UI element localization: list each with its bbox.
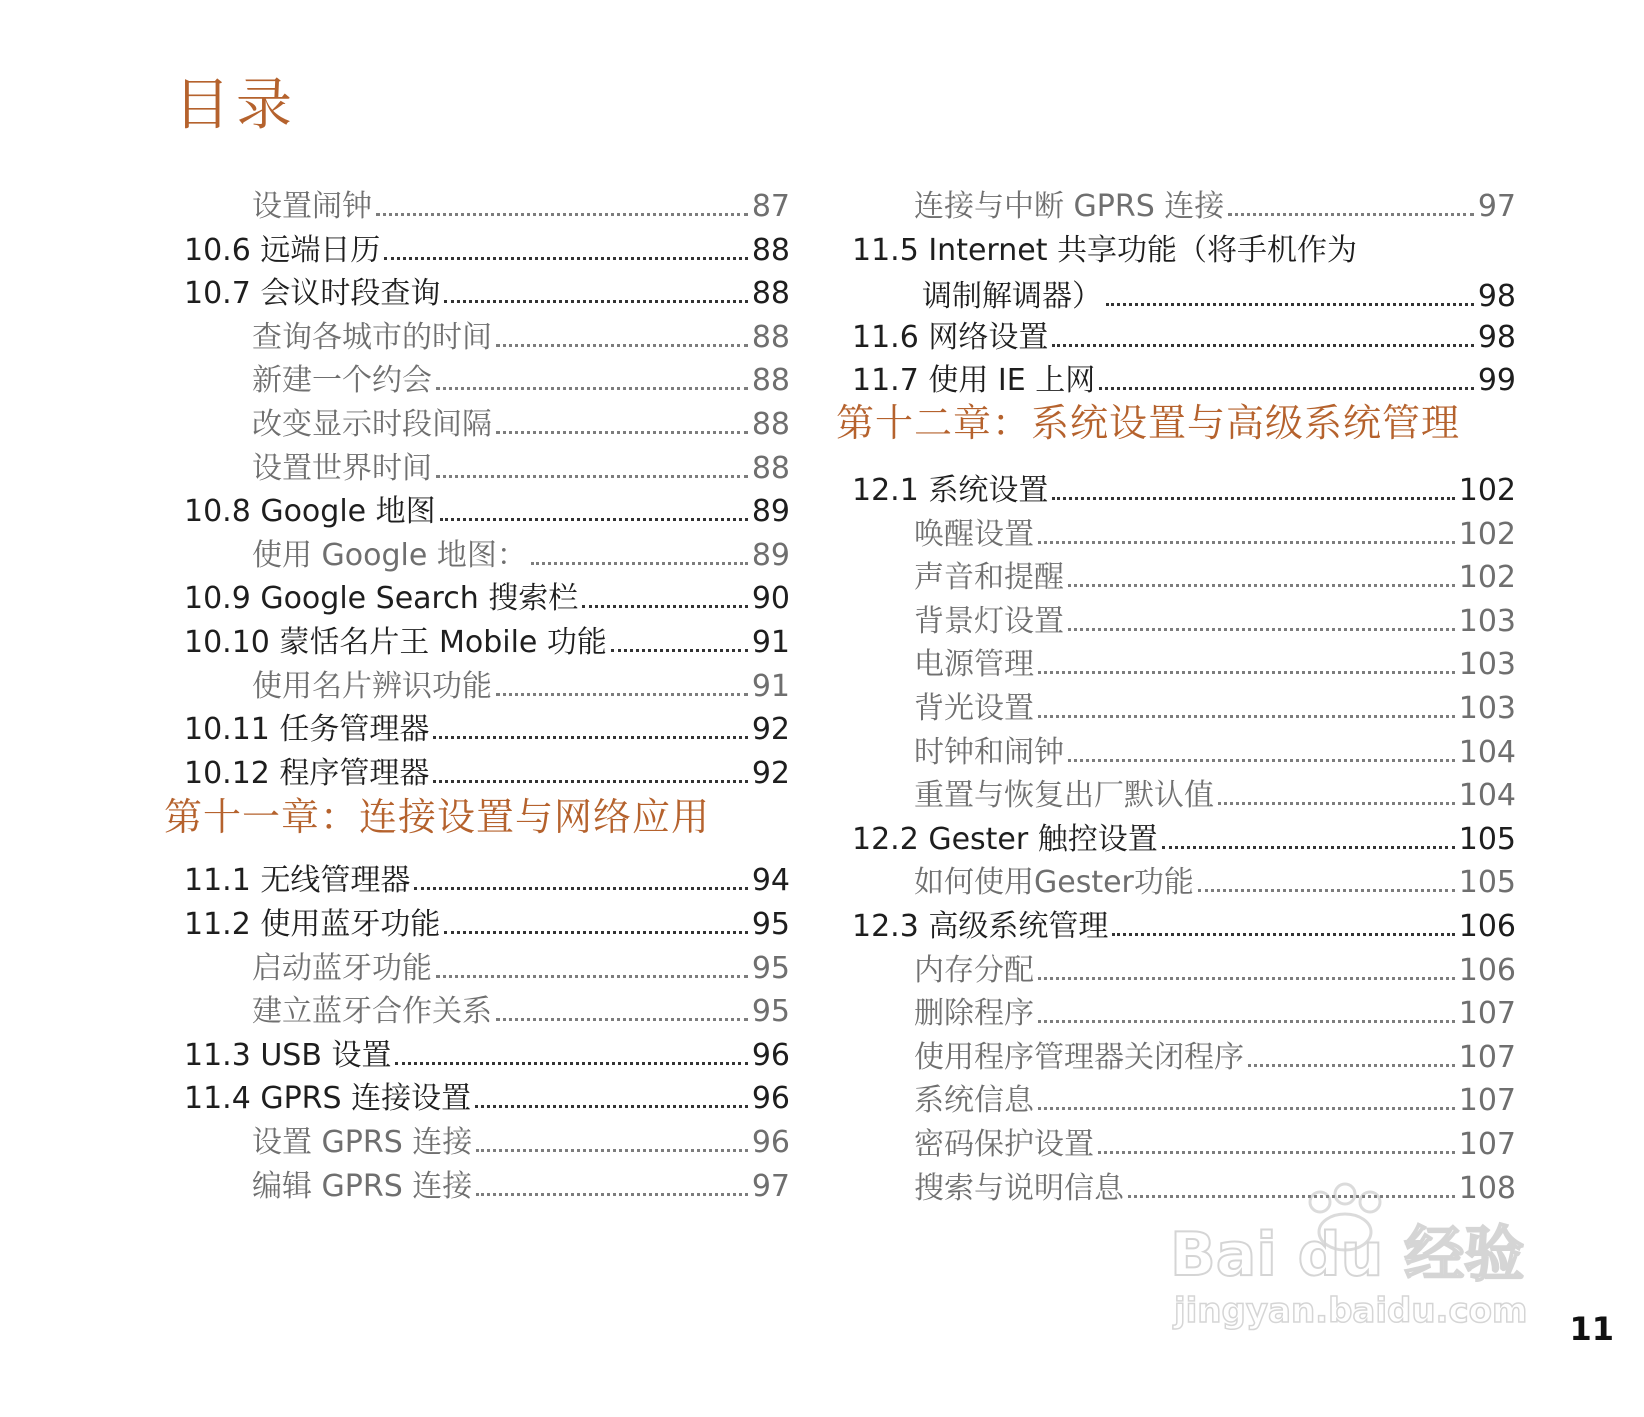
toc-subsection-entry[interactable] xyxy=(914,940,1516,986)
toc-section-entry[interactable] xyxy=(184,850,790,899)
toc-page-number: 105 xyxy=(1458,865,1516,901)
toc-section-entry[interactable] xyxy=(184,263,790,312)
toc-entry-text: 密码保护设置 xyxy=(914,1127,1094,1162)
dot-leader xyxy=(1112,933,1454,936)
toc-entry-text: 11.4 GPRS 连接设置 xyxy=(184,1081,472,1117)
toc-entry-text: 内存分配 xyxy=(914,952,1034,988)
toc-section-entry[interactable] xyxy=(852,896,1516,942)
toc-section-entry[interactable] xyxy=(184,220,790,266)
dot-leader xyxy=(440,518,748,521)
dot-leader xyxy=(1218,802,1455,805)
dot-leader xyxy=(1098,1151,1455,1154)
toc-page-number: 97 xyxy=(751,1168,790,1204)
toc-subsection-entry[interactable] xyxy=(914,176,1516,222)
toc-page-number: 107 xyxy=(1458,1039,1516,1075)
dot-leader xyxy=(1038,1020,1455,1023)
dot-leader xyxy=(1228,213,1474,216)
toc-page-number: 89 xyxy=(751,494,790,530)
toc-page-number: 89 xyxy=(751,537,790,573)
toc-page-number: 104 xyxy=(1458,778,1516,814)
toc-subsection-entry[interactable] xyxy=(914,1027,1516,1073)
toc-entry-text: 使用 Google 地图： xyxy=(252,537,527,573)
toc-subsection-entry[interactable] xyxy=(252,656,790,702)
toc-subsection-entry[interactable] xyxy=(252,1156,790,1202)
chapter-heading: 第十一章：连接设置与网络应用 xyxy=(164,795,711,840)
dot-leader xyxy=(436,475,748,478)
toc-subsection-entry[interactable] xyxy=(914,634,1516,683)
toc-entry-text: 新建一个约会 xyxy=(252,363,432,399)
toc-subsection-entry[interactable] xyxy=(914,591,1516,637)
dot-leader xyxy=(1099,387,1474,390)
toc-entry-text: 设置世界时间 xyxy=(252,450,432,486)
toc-page-number: 103 xyxy=(1458,603,1516,639)
toc-entry-text: 使用程序管理器关闭程序 xyxy=(914,1039,1244,1075)
toc-section-entry[interactable] xyxy=(184,1068,790,1117)
toc-subsection-entry[interactable] xyxy=(914,1114,1516,1160)
dot-leader xyxy=(531,562,748,565)
toc-page-number: 88 xyxy=(751,450,790,486)
toc-entry-text: 10.11 任务管理器 xyxy=(184,712,430,748)
dot-leader xyxy=(1198,889,1455,892)
toc-entry-text: 11.1 无线管理器 xyxy=(184,863,411,899)
toc-entry-text: 删除程序 xyxy=(914,996,1034,1032)
toc-subsection-entry[interactable] xyxy=(914,852,1516,901)
toc-page-number: 90 xyxy=(751,581,790,617)
dot-leader xyxy=(395,1062,747,1065)
toc-page-number: 98 xyxy=(1477,278,1516,314)
toc-subsection-entry[interactable] xyxy=(252,525,790,571)
toc-subsection-entry[interactable] xyxy=(252,938,790,984)
dot-leader xyxy=(1052,344,1473,347)
toc-subsection-entry[interactable] xyxy=(914,678,1516,724)
toc-section-entry[interactable] xyxy=(852,350,1516,399)
toc-section-entry[interactable] xyxy=(852,220,1516,312)
toc-page-number: 106 xyxy=(1458,952,1516,988)
toc-page-number: 103 xyxy=(1458,691,1516,726)
toc-entry-text: 10.10 蒙恬名片王 Mobile 功能 xyxy=(184,625,607,660)
toc-entry-text: 调制解调器） xyxy=(922,278,1102,314)
toc-section-entry[interactable] xyxy=(852,460,1516,506)
dot-leader xyxy=(475,1105,748,1108)
toc-entry-text: 10.12 程序管理器 xyxy=(184,755,430,791)
toc-section-entry[interactable] xyxy=(184,894,790,940)
toc-subsection-entry[interactable] xyxy=(914,547,1516,596)
toc-entry-text: 使用名片辨识功能 xyxy=(252,668,492,704)
toc-page-number: 107 xyxy=(1458,1083,1516,1119)
toc-section-entry[interactable] xyxy=(852,809,1516,855)
toc-page-number: 88 xyxy=(751,363,790,399)
toc-page-number: 107 xyxy=(1458,996,1516,1032)
chapter-heading: 第十二章：系统设置与高级系统管理 xyxy=(836,401,1461,445)
toc-page-number: 107 xyxy=(1458,1127,1516,1162)
toc-section-entry[interactable] xyxy=(184,1025,790,1071)
dot-leader xyxy=(1038,1107,1455,1110)
toc-entry-text: 声音和提醒 xyxy=(914,560,1064,596)
page-number: 11 xyxy=(1569,1310,1614,1348)
dot-leader xyxy=(384,257,747,260)
dot-leader xyxy=(376,213,748,216)
toc-entry-text: 搜索与说明信息 xyxy=(914,1170,1124,1206)
toc-page-number: 102 xyxy=(1458,560,1516,596)
toc-page-number: 94 xyxy=(751,863,790,899)
toc-page-number: 103 xyxy=(1458,647,1516,683)
dot-leader xyxy=(433,736,747,739)
toc-section-entry[interactable] xyxy=(184,612,790,658)
watermark-brand: Bai du 经验 xyxy=(1170,1220,1525,1290)
dot-leader xyxy=(496,693,748,696)
dot-leader xyxy=(444,300,747,303)
toc-entry-text: 10.6 远端日历 xyxy=(184,232,381,268)
toc-page-number: 92 xyxy=(751,712,790,748)
dot-leader xyxy=(1038,977,1455,980)
toc-section-entry[interactable] xyxy=(852,307,1516,353)
dot-leader xyxy=(1068,584,1455,587)
toc-entry-text: 时钟和闹钟 xyxy=(914,734,1064,770)
toc-section-entry[interactable] xyxy=(184,699,790,748)
toc-subsection-entry[interactable] xyxy=(252,438,790,484)
toc-page-number: 106 xyxy=(1458,909,1516,944)
toc-subsection-entry[interactable] xyxy=(252,981,790,1030)
dot-leader xyxy=(1106,303,1474,306)
toc-page-number: 105 xyxy=(1458,821,1516,857)
toc-page-number: 97 xyxy=(1477,189,1516,224)
toc-subsection-entry[interactable] xyxy=(914,1070,1516,1119)
toc-subsection-entry[interactable] xyxy=(914,1158,1516,1204)
toc-page-number: 96 xyxy=(751,1037,790,1073)
dot-leader xyxy=(1128,1195,1455,1198)
toc-section-entry[interactable] xyxy=(184,743,790,789)
toc-subsection-entry[interactable] xyxy=(252,176,790,222)
toc-entry-text: 查询各城市的时间 xyxy=(252,319,492,355)
dot-leader xyxy=(1038,671,1455,674)
toc-page-number: 88 xyxy=(751,276,790,312)
toc-entry-text: 12.3 高级系统管理 xyxy=(852,909,1109,944)
dot-leader xyxy=(444,931,747,934)
toc-entry-text: 重置与恢复出厂默认值 xyxy=(914,778,1214,814)
toc-entry-text: 连接与中断 GPRS 连接 xyxy=(914,189,1225,224)
toc-section-entry[interactable] xyxy=(184,481,790,530)
toc-entry-text: 10.8 Google 地图 xyxy=(184,494,436,530)
toc-entry-text: 11.3 USB 设置 xyxy=(184,1037,392,1073)
toc-page-number: 98 xyxy=(1477,319,1516,355)
dot-leader xyxy=(1038,715,1455,718)
toc-subsection-entry[interactable] xyxy=(914,504,1516,550)
toc-page-number: 88 xyxy=(751,319,790,355)
toc-entry-text: 11.5 Internet 共享功能（将手机作为 xyxy=(852,232,1357,268)
toc-entry-text: 10.7 会议时段查询 xyxy=(184,276,441,312)
watermark-url: jingyan.baidu.com xyxy=(1174,1291,1528,1331)
toc-entry-text: 唤醒设置 xyxy=(914,516,1034,552)
toc-subsection-entry[interactable] xyxy=(914,722,1516,768)
toc-entry-text: 背景灯设置 xyxy=(914,603,1064,639)
toc-subsection-entry[interactable] xyxy=(914,983,1516,1032)
toc-page-number: 95 xyxy=(751,907,790,942)
toc-page-number: 92 xyxy=(751,755,790,791)
toc-subsection-entry[interactable] xyxy=(252,307,790,353)
toc-page-number: 96 xyxy=(751,1081,790,1117)
toc-subsection-entry[interactable] xyxy=(252,394,790,440)
dot-leader xyxy=(433,780,747,783)
toc-page-number: 88 xyxy=(751,407,790,442)
toc-page-number: 95 xyxy=(751,994,790,1030)
toc-entry-text: 启动蓝牙功能 xyxy=(252,950,432,986)
dot-leader xyxy=(1052,497,1454,500)
dot-leader xyxy=(582,605,748,608)
toc-entry-text: 10.9 Google Search 搜索栏 xyxy=(184,581,579,617)
dot-leader xyxy=(496,431,748,434)
toc-entry-text: 11.2 使用蓝牙功能 xyxy=(184,907,441,942)
toc-page-number: 88 xyxy=(751,232,790,268)
toc-subsection-entry[interactable] xyxy=(252,350,790,399)
toc-entry-text: 建立蓝牙合作关系 xyxy=(252,994,492,1030)
dot-leader xyxy=(611,649,748,652)
toc-entry-text: 背光设置 xyxy=(914,691,1034,726)
page-title: 目录 xyxy=(174,73,298,138)
toc-page-number: 96 xyxy=(751,1125,790,1160)
dot-leader xyxy=(436,975,748,978)
toc-section-entry[interactable] xyxy=(184,568,790,617)
dot-leader xyxy=(1068,628,1455,631)
toc-subsection-entry[interactable] xyxy=(914,765,1516,814)
dot-leader xyxy=(476,1193,748,1196)
toc-page-number: 108 xyxy=(1458,1170,1516,1206)
dot-leader xyxy=(1162,846,1455,849)
dot-leader xyxy=(1068,759,1455,762)
toc-entry-text: 系统信息 xyxy=(914,1083,1034,1119)
toc-entry-text: 12.2 Gester 触控设置 xyxy=(852,821,1158,857)
toc-page-number: 91 xyxy=(751,668,790,704)
toc-entry-text: 11.6 网络设置 xyxy=(852,319,1049,355)
toc-page-number: 102 xyxy=(1458,473,1516,508)
toc-page-number: 87 xyxy=(751,189,790,224)
toc-page-number: 91 xyxy=(751,625,790,660)
dot-leader xyxy=(436,387,748,390)
toc-entry-text: 如何使用Gester功能 xyxy=(914,865,1194,901)
dot-leader xyxy=(496,1018,748,1021)
dot-leader xyxy=(476,1149,748,1152)
toc-entry-text: 编辑 GPRS 连接 xyxy=(252,1168,473,1204)
dot-leader xyxy=(496,344,748,347)
dot-leader xyxy=(1248,1064,1455,1067)
toc-entry-text: 设置闹钟 xyxy=(252,189,372,224)
toc-page-number: 99 xyxy=(1477,363,1516,399)
toc-entry-text: 设置 GPRS 连接 xyxy=(252,1125,473,1160)
toc-entry-text: 电源管理 xyxy=(914,647,1034,683)
toc-entry-text: 改变显示时段间隔 xyxy=(252,407,492,442)
toc-page-number: 102 xyxy=(1458,516,1516,552)
toc-entry-text: 11.7 使用 IE 上网 xyxy=(852,363,1096,399)
dot-leader xyxy=(414,887,747,890)
toc-page-number: 95 xyxy=(751,950,790,986)
toc-entry-text: 12.1 系统设置 xyxy=(852,473,1049,508)
toc-page-number: 104 xyxy=(1458,734,1516,770)
dot-leader xyxy=(1038,541,1455,544)
toc-subsection-entry[interactable] xyxy=(252,1112,790,1158)
